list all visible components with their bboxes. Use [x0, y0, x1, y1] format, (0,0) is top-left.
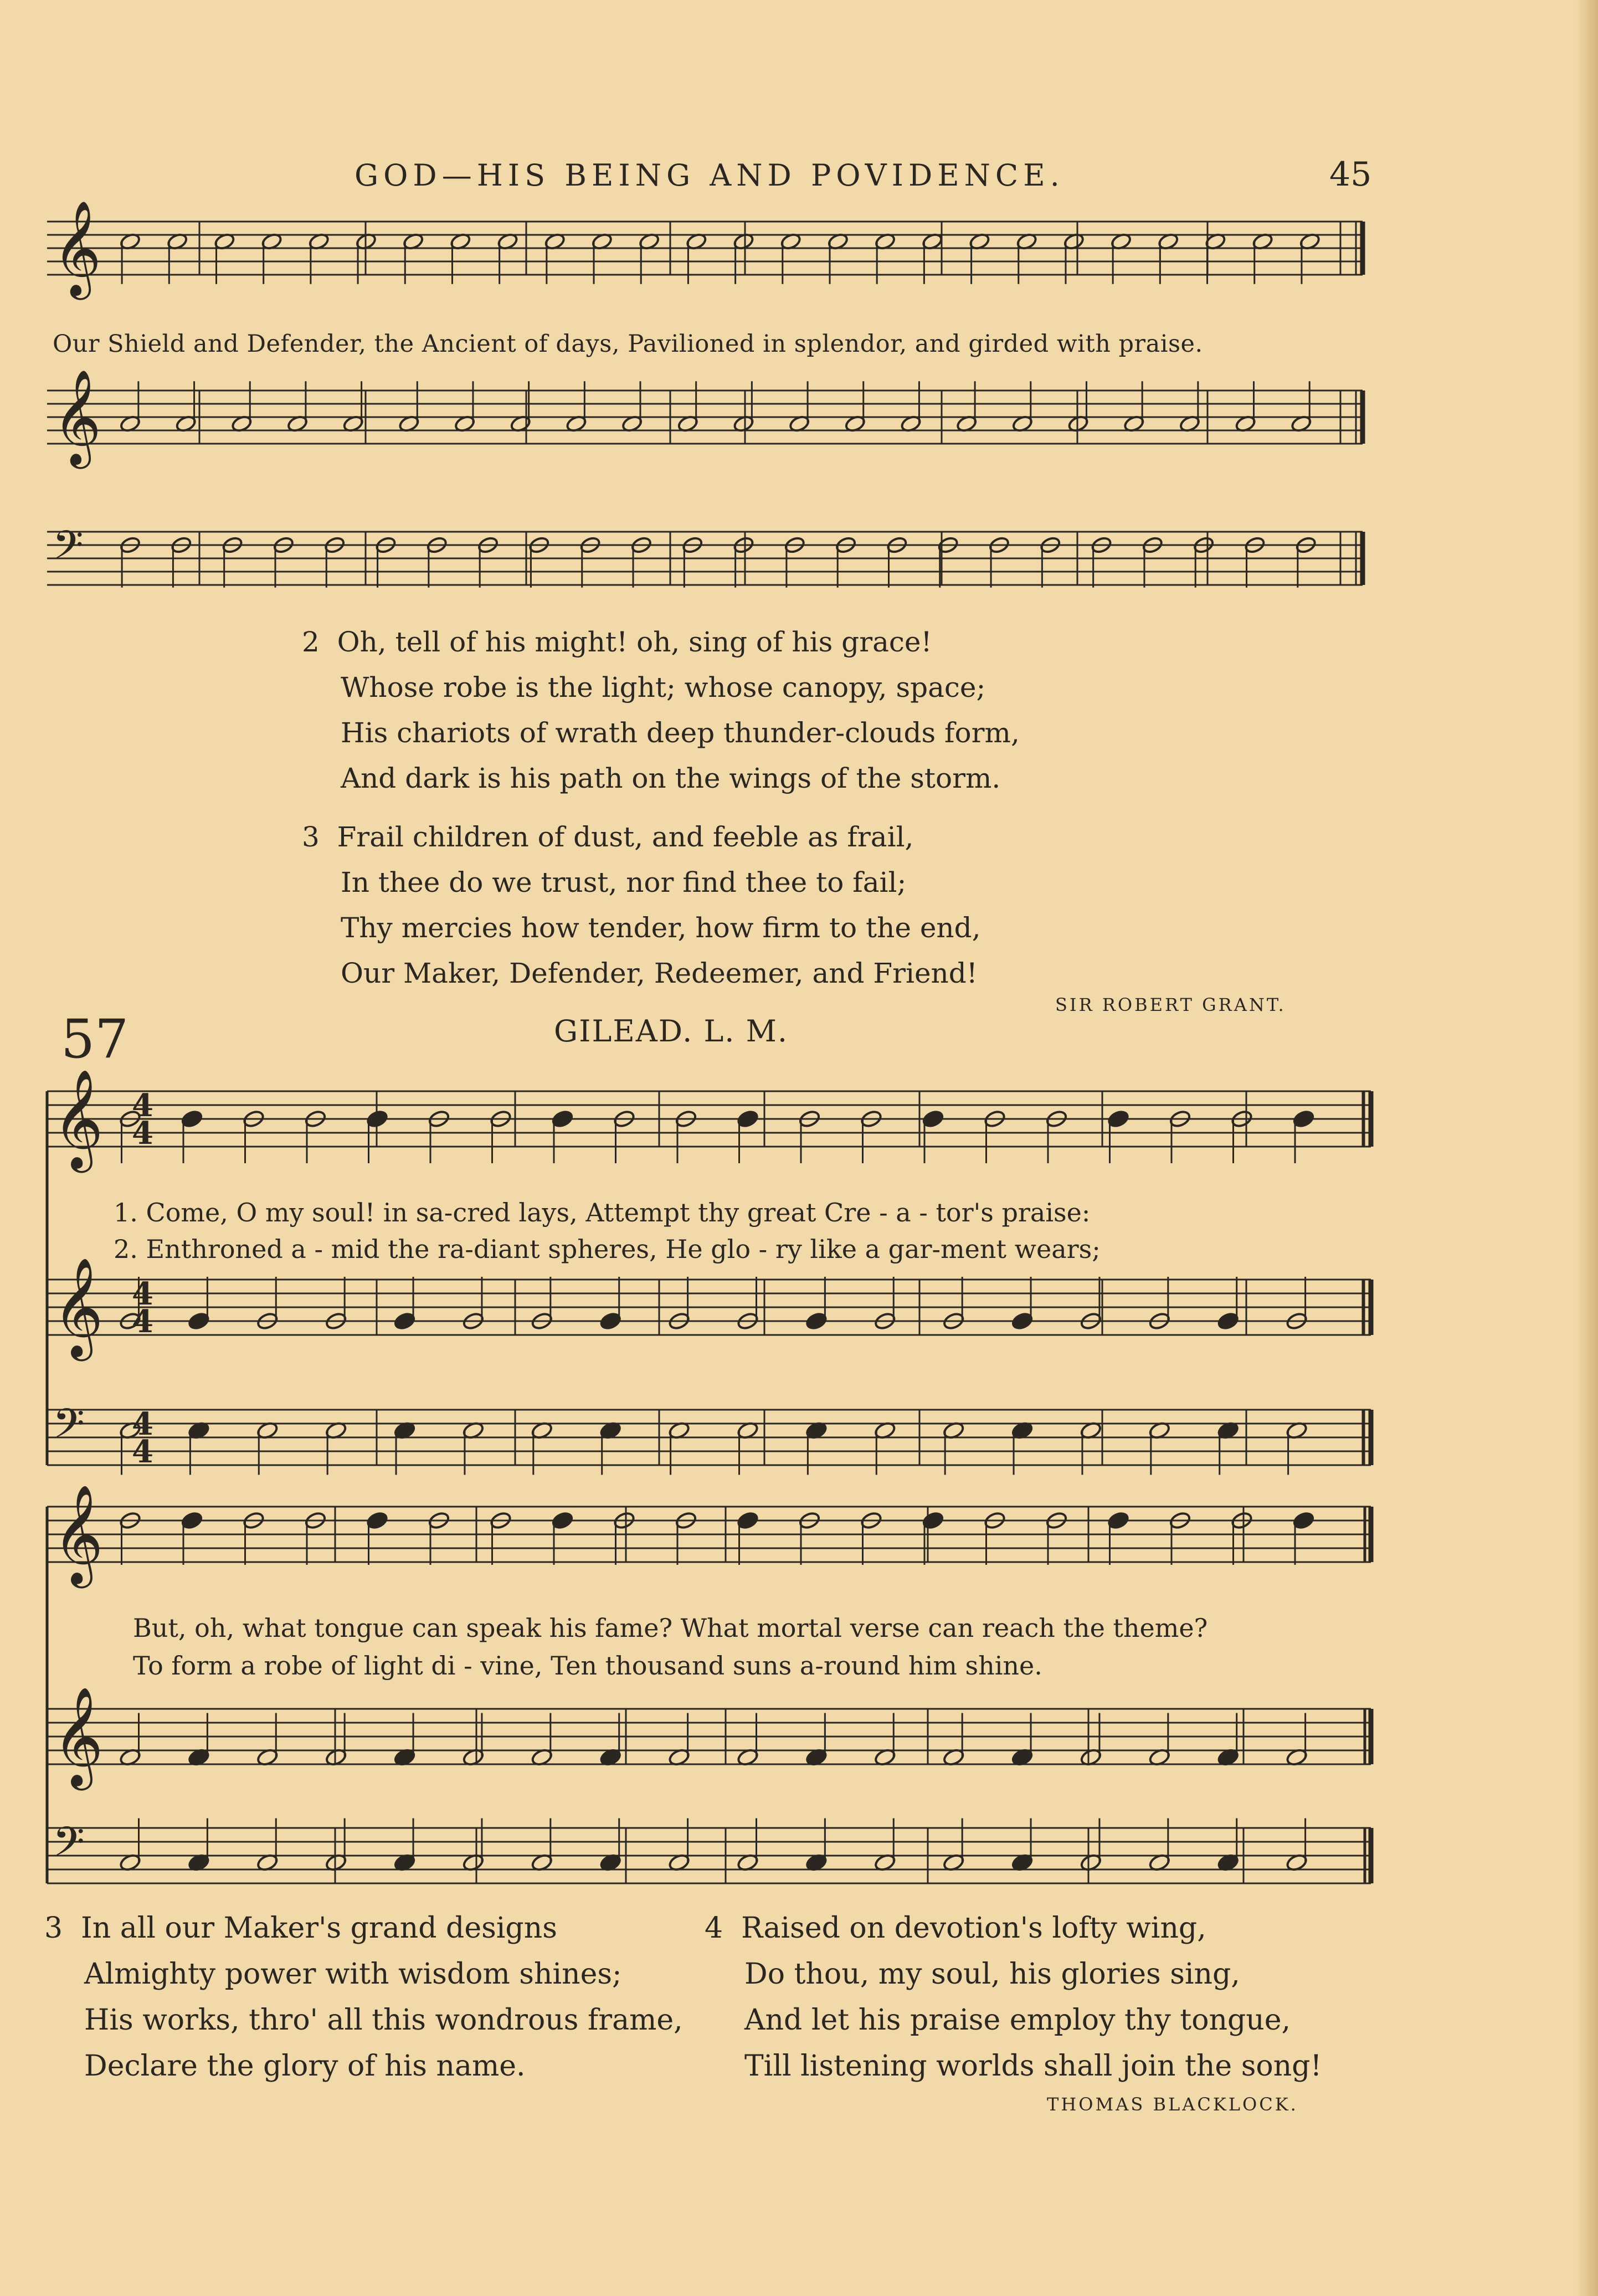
- stanza-number: 2: [302, 626, 320, 658]
- time-signature-digit: 4: [132, 1303, 153, 1340]
- time-signature-digit: 4: [132, 1434, 153, 1470]
- running-header: GOD—HIS BEING AND POVIDENCE.: [354, 158, 1065, 193]
- stanza-line: Almighty power with wisdom shines;: [84, 1958, 622, 1991]
- stanza-line: And let his praise employ thy tongue,: [744, 2004, 1291, 2037]
- treble-clef-icon: 𝄞: [53, 369, 101, 465]
- treble-clef-icon: 𝄞: [53, 1686, 104, 1786]
- hymn-author: THOMAS BLACKLOCK.: [1047, 2094, 1298, 2115]
- lyric-line: To form a robe of light di - vine, Ten thousand suns a-round him shine.: [133, 1651, 1042, 1681]
- previous-stanza-2: [302, 619, 1020, 801]
- bass-clef-icon: 𝄢: [53, 522, 84, 578]
- hymn-number: 57: [61, 1008, 129, 1070]
- time-signature-digit: 4: [132, 1406, 153, 1442]
- previous-hymn-author: SIR ROBERT GRANT.: [1055, 994, 1286, 1015]
- stanza-number: 4: [705, 1912, 723, 1945]
- bass-clef-icon: 𝄢: [53, 1400, 85, 1458]
- stanza-line: And dark is his path on the wings of the storm.: [341, 762, 1001, 794]
- lyric-line: 2. Enthroned a - mid the ra-diant spheres, He glo - ry like a gar-ment wears;: [114, 1234, 1101, 1264]
- treble-clef-icon: 𝄞: [53, 1483, 104, 1584]
- stanza-line: In thee do we trust, nor find thee to fail;: [341, 866, 907, 898]
- time-signature-digit: 4: [132, 1087, 153, 1124]
- stanza-line: Do thou, my soul, his glories sing,: [744, 1958, 1240, 1991]
- previous-stanza-3: [302, 814, 981, 996]
- hymn-title: GILEAD. L. M.: [554, 1014, 789, 1049]
- stanza-line: Raised on devotion's lofty wing,: [741, 1912, 1206, 1945]
- stanza-line: Frail children of dust, and feeble as frail,: [337, 821, 914, 853]
- stanza-number: 3: [302, 821, 320, 853]
- treble-clef-icon: 𝄞: [53, 1068, 104, 1169]
- stanza-3: [44, 1905, 683, 2089]
- stanza-line: Till listening worlds shall join the song!: [744, 2050, 1322, 2083]
- stanza-line: Declare the glory of his name.: [84, 2050, 526, 2083]
- stanza-line: In all our Maker's grand designs: [81, 1912, 557, 1945]
- stanza-line: Oh, tell of his might! oh, sing of his grace!: [337, 626, 932, 658]
- stanza-line: His works, thro' all this wondrous frame,: [84, 2004, 683, 2037]
- treble-clef-icon: 𝄞: [53, 200, 101, 296]
- treble-clef-icon: 𝄞: [53, 1256, 104, 1357]
- time-signature-digit: 4: [132, 1115, 153, 1152]
- stanza-line: Whose robe is the light; whose canopy, space;: [341, 671, 986, 703]
- time-signature-digit: 4: [132, 1276, 153, 1312]
- lyric-line: 1. Come, O my soul! in sa-cred lays, Attempt thy great Cre - a - tor's praise:: [114, 1198, 1091, 1227]
- lyric-line: But, oh, what tongue can speak his fame? What mortal verse can reach the theme?: [133, 1613, 1208, 1643]
- bass-clef-icon: 𝄢: [53, 1818, 85, 1876]
- stanza-line: Thy mercies how tender, how firm to the end,: [341, 912, 981, 944]
- previous-hymn-underlay: Our Shield and Defender, the Ancient of days, Pavilioned in splendor, and girded with praise.: [53, 330, 1203, 358]
- stanza-line: His chariots of wrath deep thunder-clouds form,: [341, 717, 1020, 749]
- stanza-4: [705, 1905, 1322, 2089]
- page-number: 45: [1329, 155, 1372, 194]
- stanza-line: Our Maker, Defender, Redeemer, and Friend!: [341, 957, 978, 989]
- stanza-number: 3: [44, 1912, 63, 1945]
